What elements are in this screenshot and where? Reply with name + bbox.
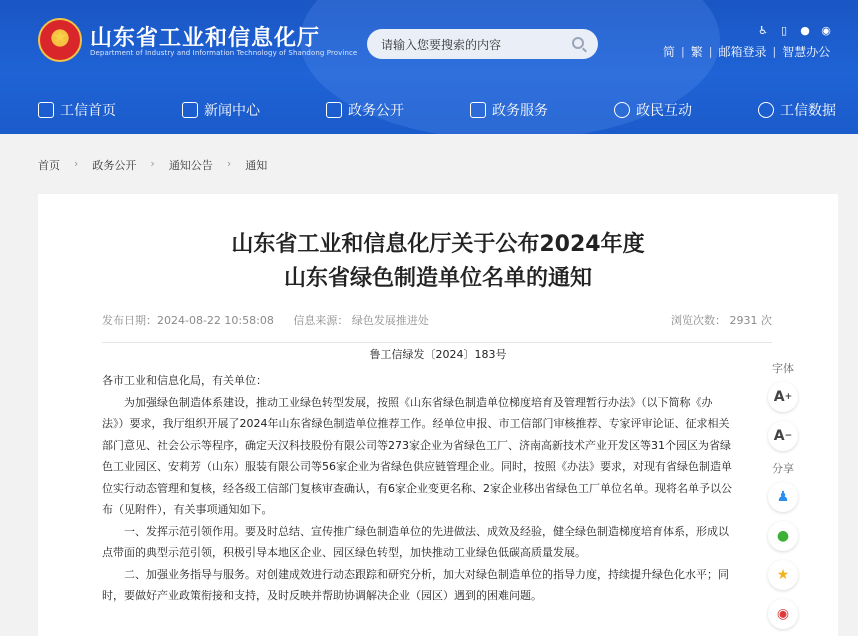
national-emblem-logo[interactable] bbox=[38, 18, 82, 62]
divider: | bbox=[708, 45, 713, 58]
nav-item-label: 新闻中心 bbox=[204, 103, 260, 119]
font-decrease-button[interactable] bbox=[768, 421, 798, 451]
wechat-share-icon[interactable]: ● bbox=[768, 521, 798, 551]
qq-share-icon[interactable]: ♟ bbox=[768, 482, 798, 512]
share-label: 分享 bbox=[772, 462, 794, 475]
email-login-link[interactable]: 邮箱登录 bbox=[718, 45, 767, 59]
nav-item-home[interactable] bbox=[38, 98, 116, 122]
meta-divider bbox=[102, 342, 772, 343]
breadcrumb-current[interactable]: 通知 bbox=[245, 159, 268, 172]
article-panel bbox=[38, 194, 838, 636]
divider: | bbox=[681, 45, 685, 58]
side-toolbar bbox=[766, 360, 800, 636]
main-nav bbox=[0, 90, 858, 130]
font-increase-button[interactable] bbox=[768, 382, 798, 412]
database-icon bbox=[758, 102, 774, 118]
paragraph: 一、发挥示范引领作用。要及时总结、宣传推广绿色制造单位的先进做法、成效及经验，健全绿色制造梯度培育体系，形成以点带面的典型示范引领，积极引导本地区企业、园区绿色转型，加快推动工业绿色低碳高质量发展。 bbox=[102, 524, 729, 559]
article-meta bbox=[102, 312, 772, 330]
breadcrumb-arrow-icon: › bbox=[74, 157, 79, 170]
breadcrumb-notices[interactable]: 通知公告 bbox=[168, 159, 213, 172]
font-decrease-label: A bbox=[773, 428, 785, 444]
view-count: 浏览次数： 2931 次 bbox=[671, 314, 772, 327]
nav-item-data[interactable] bbox=[758, 98, 836, 122]
breadcrumb-gov-affairs[interactable]: 政务公开 bbox=[92, 159, 137, 172]
title-line-1: 山东省工业和信息化厅关于公布2024年度 bbox=[231, 232, 645, 257]
home-icon bbox=[38, 102, 54, 118]
nav-item-gov-affairs[interactable] bbox=[326, 98, 404, 122]
document-icon bbox=[182, 102, 198, 118]
weibo-icon[interactable]: ◉ bbox=[821, 23, 831, 37]
document-number: 鲁工信绿发〔2024〕183号 bbox=[369, 348, 507, 361]
nav-item-label: 工信首页 bbox=[60, 103, 116, 119]
top-icon-bar bbox=[756, 23, 833, 37]
nav-item-news[interactable] bbox=[182, 98, 260, 122]
search-input[interactable]: 请输入您要搜索的内容 bbox=[381, 38, 502, 52]
top-links bbox=[663, 43, 830, 60]
nav-item-label: 工信数据 bbox=[780, 103, 836, 119]
breadcrumb-arrow-icon: › bbox=[226, 157, 232, 170]
search-box[interactable] bbox=[367, 29, 598, 59]
nav-item-label: 政务公开 bbox=[348, 103, 404, 119]
site-title[interactable]: 山东省工业和信息化厅 bbox=[90, 26, 321, 51]
nav-item-label: 政民互动 bbox=[636, 103, 692, 119]
article-title bbox=[38, 228, 838, 296]
font-increase-label: A bbox=[773, 389, 785, 405]
nav-item-label: 政务服务 bbox=[492, 103, 548, 119]
accessibility-icon[interactable]: ♿ bbox=[758, 23, 768, 37]
search-icon[interactable] bbox=[572, 37, 584, 49]
publish-date: 发布日期：2024-08-22 10:58:08 bbox=[102, 314, 274, 327]
wechat-icon[interactable]: ● bbox=[800, 23, 810, 37]
nav-item-interaction[interactable] bbox=[614, 98, 692, 122]
weibo-share-icon[interactable]: ◉ bbox=[768, 599, 798, 629]
paragraph: 二、加强业务指导与服务。对创建成效进行动态跟踪和研究分析，加大对绿色制造单位的指导力度，持续提升绿色化水平；同时，要做好产业政策衔接和支持，及时反映并帮助协调解决企业（园区）遇到的困难问题。 bbox=[102, 567, 729, 602]
smart-office-link[interactable]: 智慧办公 bbox=[782, 45, 831, 59]
qzone-share-icon[interactable]: ★ bbox=[768, 560, 798, 590]
breadcrumb-arrow-icon: › bbox=[150, 157, 155, 170]
plus-icon: + bbox=[784, 392, 793, 402]
breadcrumb bbox=[38, 157, 267, 173]
site-header bbox=[0, 0, 858, 134]
paragraph: 为加强绿色制造体系建设，推动工业绿色转型发展，按照《山东省绿色制造单位梯度培育及管理暂行办法》（以下简称《办法》）要求，我厅组织开展了2024年山东省绿色制造单位推荐工作。经单位申报、市工信部门审核推荐、专家评审论证、征求相关部门意见、社会公示等程序，确定天汉科技股份有限公司等273家企业为省绿色工厂、济南高新技术产业开发区等31个园区为省绿色工业园区、安莉芳（山东）服装有限公司等56家企业为省绿色供应链管理企业。同时，按照《办法》要求，对现有省绿色制造单位实行动态管理和复核，经各级工信部门复核审查确认，有6家企业变更名称、2家企业移出省绿色工厂单位名单。现将名单予以公布（见附件），有关事项通知如下。 bbox=[102, 395, 732, 516]
title-line-2: 山东省绿色制造单位名单的通知 bbox=[283, 266, 592, 291]
simplified-chinese-link[interactable]: 简 bbox=[663, 45, 676, 59]
chat-icon bbox=[614, 102, 630, 118]
site-subtitle: Department of Industry and Information Technology of Shandong Province bbox=[90, 49, 358, 57]
grid-icon bbox=[326, 102, 342, 118]
traditional-chinese-link[interactable]: 繁 bbox=[690, 45, 703, 59]
breadcrumb-home[interactable]: 首页 bbox=[38, 159, 60, 172]
service-icon bbox=[470, 102, 486, 118]
salutation: 各市工业和信息化局，有关单位： bbox=[102, 374, 267, 387]
font-size-label: 字体 bbox=[772, 362, 794, 375]
article-body bbox=[102, 370, 734, 607]
nav-item-gov-services[interactable] bbox=[470, 98, 548, 122]
divider: | bbox=[772, 45, 777, 58]
mobile-icon[interactable]: ▯ bbox=[780, 23, 788, 37]
info-source: 信息来源： 绿色发展推进处 bbox=[293, 314, 429, 327]
minus-icon: − bbox=[784, 431, 793, 441]
